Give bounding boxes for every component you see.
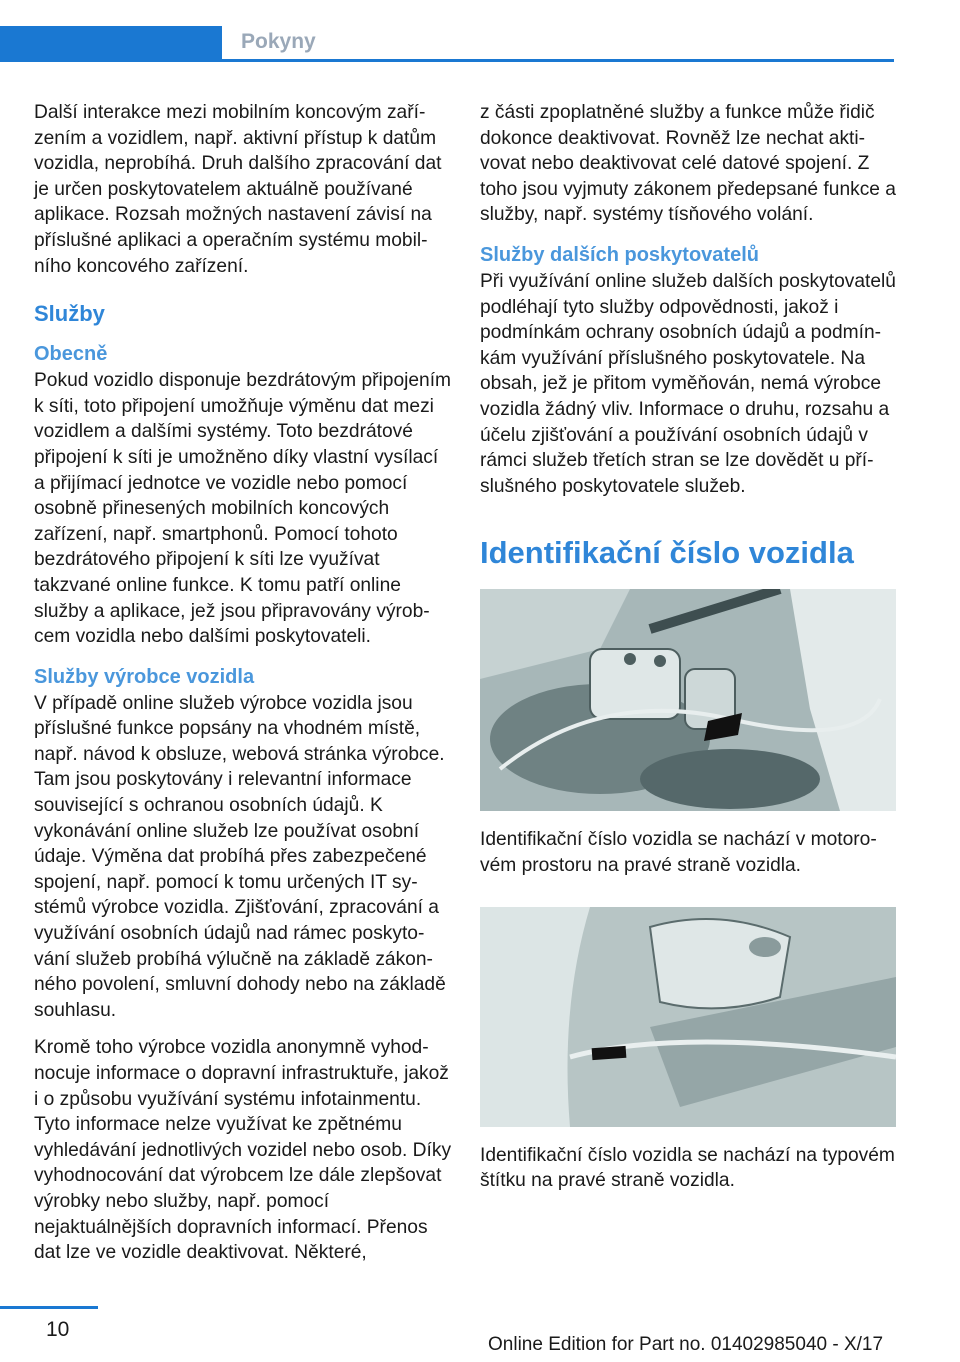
edition-note: Online Edition for Part no. 01402985040 - X/17 <box>488 1334 884 1355</box>
paragraph: Pokud vozidlo disponuje bezdrátovým připojením k síti, toto připojení umožňuje výměnu dat mezi vozidlem a dalšími systémy. Toto bezdrátové připojení k síti je umožněno díky vlastní vysílací a přijímací jednotce ve vozidle nebo pomocí osobně přinesených mobilních koncových zařízení, např. smartphonů. Pomocí tohoto bezdrátového připojení k síti lze využívat takzvané online funkce. K tomu patří online služby a aplikace, jež jsou připravovány výrobcem vozidla nebo dalšími poskytovateli. <box>34 370 452 648</box>
figure-caption-engine: Identifikační číslo vozidla se nachází v motorovém prostoru na pravé straně vozidla. <box>480 829 877 876</box>
left-column <box>34 100 452 1278</box>
engine-bay-illustration <box>480 589 896 811</box>
engine-bay-drawing <box>480 589 896 811</box>
paragraph: z části zpoplatněné služby a funkce může řidič dokonce deaktivovat. Rovněž lze nechat aktivovat nebo deaktivovat celé datové spojení. Z toho jsou vyjmuty zákonem předepsané funkce a služby, např. systémy tísňového volání. <box>480 102 896 226</box>
page-number: 10 <box>46 1318 70 1341</box>
right-column <box>480 100 898 1194</box>
footer-rule <box>0 1306 98 1309</box>
page-header <box>0 0 960 62</box>
subheading-general: Obecně <box>34 343 108 366</box>
paragraph: Kromě toho výrobce vozidla anonymně vyhodnocuje informace o dopravní infrastruktuře, jakož i o způsobu využívání systému infotainmentu. Tyto informace nelze využívat ke zpětnému vyhledávání jednotlivých vozidel nebo osob. Díky vyhodnocování dat výrobcem lze dále zlepšovat výrobky nebo služby, např. pomocí nejaktuálnějších dopravních informací. Přenos dat lze ve vozidle deaktivovat. Některé, <box>34 1037 452 1264</box>
door-sill-drawing <box>480 907 896 1127</box>
paragraph: V případě online služeb výrobce vozidla jsou příslušné funkce popsány na vhodném místě, např. návod k obsluze, webová stránka výrobce. Tam jsou poskytovány i relevantní informace související s ochranou osobních údajů. K vykonávání online služeb lze používat osobní údaje. Výměna dat probíhá přes zabezpečené spojení, např. pomocí k tomu určených IT systémů výrobce vozidla. Zjišťování, zpracování a využívání osobních údajů nad rámec poskytování služeb probíhá výlučně na základě zákonného povolení, smluvní dohody nebo na základě souhlasu. <box>34 692 446 1021</box>
header-rule <box>222 59 894 62</box>
subheading-third-party-services: Služby dalších poskytovatelů <box>480 243 759 266</box>
header-title: Pokyny <box>241 30 316 53</box>
chapter-heading-vin: Identifikační číslo vozidla <box>480 535 854 571</box>
door-sill-illustration <box>480 907 896 1127</box>
subheading-manufacturer-services: Služby výrobce vozidla <box>34 665 255 688</box>
paragraph: Při využívání online služeb dalších poskytovatelů podléhají tyto služby odpovědnosti, jakož i podmínkám ochrany osobních údajů a podmínkám využívání příslušného poskytovatele. Na obsah, jež je přitom vyměňován, nemá výrobce vozidla žádný vliv. Informace o druhu, rozsahu a účelu zjišťování a používání osobních údajů v rámci služeb třetích stran se lze dovědět u příslušného poskytovatele služeb. <box>480 270 896 497</box>
header-accent-block <box>0 26 222 62</box>
section-heading-services: Služby <box>34 301 105 327</box>
figure-caption-type-plate: Identifikační číslo vozidla se nachází na typovém štítku na pravé straně vozidla. <box>480 1144 895 1192</box>
paragraph: Další interakce mezi mobilním koncovým zařízením a vozidlem, např. aktivní přístup k datům vozidla, neprobíhá. Druh dalšího zpracování dat je určen poskytovatelem aktuálně používané aplikace. Rozsah možných nastavení závisí na příslušné aplikaci a operačním systému mobilního koncového zařízení. <box>34 102 442 277</box>
